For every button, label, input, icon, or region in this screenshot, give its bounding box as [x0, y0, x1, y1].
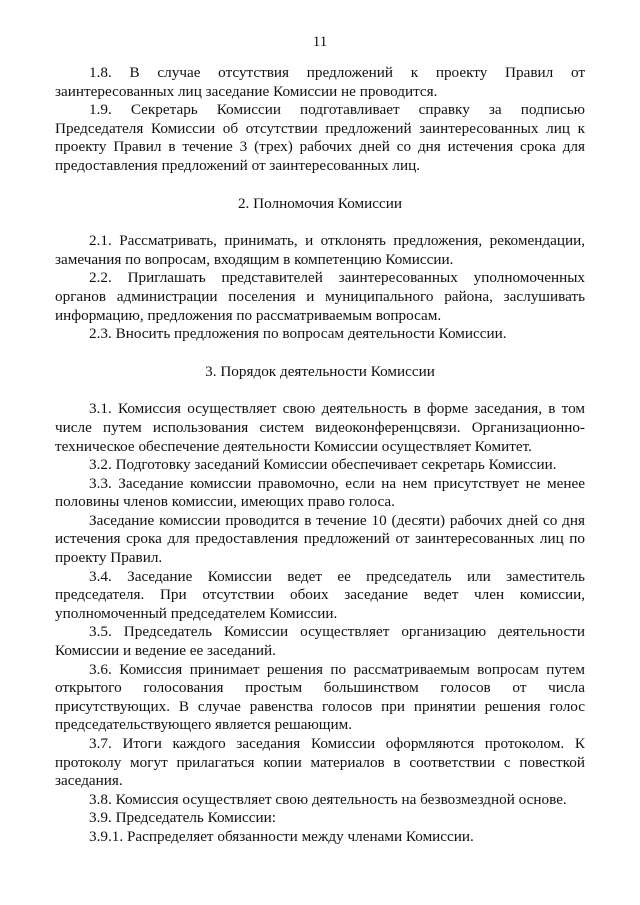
paragraph-1-9: 1.9. Секретарь Комиссии подготавливает справку за подписью Председателя Комиссии об отсутствии предложений заинтересованных лиц к проекту Правил в течение 3 (трех) рабочих дней со дня истечения срока для предоставления предложений от заинтересованных лиц.	[55, 101, 585, 174]
paragraph-3-7: 3.7. Итоги каждого заседания Комиссии оформляются протоколом. К протоколу могут прилагаться копии материалов в соответствии с повесткой заседания.	[55, 735, 585, 790]
paragraph-3-3: 3.3. Заседание комиссии правомочно, если на нем присутствует не менее половины членов комиссии, имеющих право голоса.	[55, 474, 585, 511]
paragraph-2-1: 2.1. Рассматривать, принимать, и отклонять предложения, рекомендации, замечания по вопросам, входящим в компетенцию Комиссии.	[55, 232, 585, 268]
paragraph-3-9: 3.9. Председатель Комиссии:	[89, 809, 277, 827]
paragraph-3-4: 3.4. Заседание Комиссии ведет ее председатель или заместитель председателя. При отсутствии обоих заседание ведет член комиссии, уполномоченный председателем Комиссии.	[55, 567, 585, 622]
paragraph-1-8: 1.8. В случае отсутствия предложений к проекту Правил от заинтересованных лиц заседание Комиссии не проводится.	[55, 64, 585, 100]
paragraph-2-3: 2.3. Вносить предложения по вопросам деятельности Комиссии.	[89, 325, 507, 343]
paragraph-3-2: 3.2. Подготовку заседаний Комиссии обеспечивает секретарь Комиссии.	[89, 456, 557, 474]
paragraph-3-6: 3.6. Комиссия принимает решения по рассматриваемым вопросам путем открытого голосования простым большинством голосов от числа присутствующих. В случае равенства голосов при принятии решения голос председательствующего является решающим.	[55, 660, 585, 734]
paragraph-3-5: 3.5. Председатель Комиссии осуществляет организацию деятельности Комиссии и ведение ее заседаний.	[55, 623, 585, 660]
section-2-heading: 2. Полномочия Комиссии	[237, 194, 403, 212]
paragraph-3-9-1: 3.9.1. Распределяет обязанности между членами Комиссии.	[89, 827, 474, 845]
paragraph-3-1: 3.1. Комиссия осуществляет свою деятельность в форме заседания, в том числе путем использования систем видеоконференцсвязи. Организационно-техническое обеспечение деятельности Комиссии осуществляет Комитет.	[55, 400, 585, 455]
page-number: 11	[312, 34, 328, 50]
section-3-heading: 3. Порядок деятельности Комиссии	[205, 362, 435, 380]
paragraph-2-2: 2.2. Приглашать представителей заинтересованных уполномоченных органов администрации поселения и муниципального района, заслушивать информацию, предложения по рассматриваемым вопросам.	[55, 269, 585, 324]
paragraph-3-3-continued: Заседание комиссии проводится в течение 10 (десяти) рабочих дней со дня истечения срока для предоставления предложений от заинтересованных лиц по проекту Правил.	[55, 511, 585, 567]
document-body	[55, 64, 585, 847]
paragraph-3-8: 3.8. Комиссия осуществляет свою деятельность на безвозмездной основе.	[89, 790, 567, 808]
